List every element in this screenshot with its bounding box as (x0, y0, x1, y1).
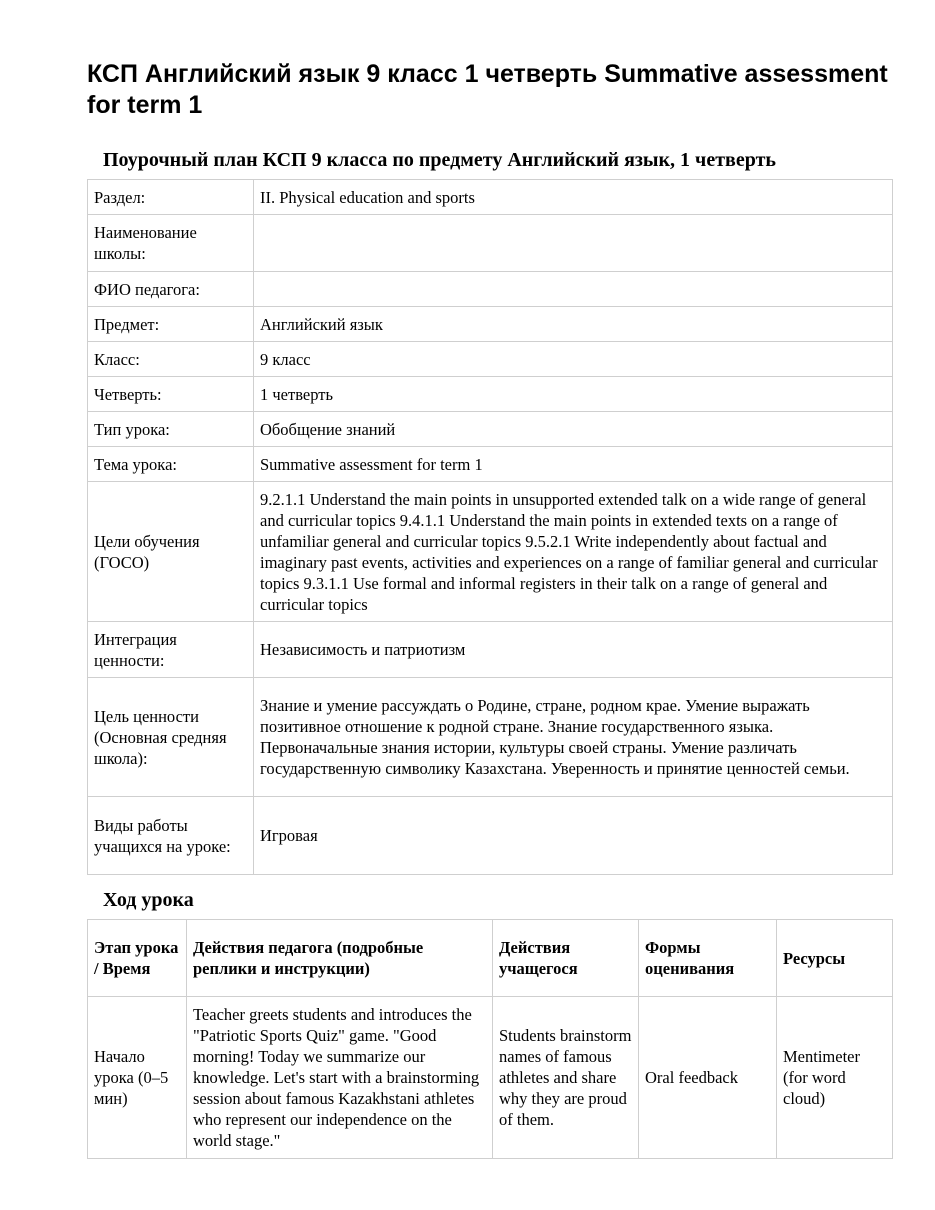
table-row (88, 272, 893, 307)
row-label: Класс: (88, 342, 254, 377)
table-row (88, 997, 893, 1159)
table-row (88, 447, 893, 482)
column-header: Действия педагога (подробные реплики и инструкции) (187, 920, 493, 997)
table-row (88, 622, 893, 678)
lesson-info-table (87, 179, 893, 875)
row-value: Знание и умение рассуждать о Родине, стране, родном крае. Умение выражать позитивное отношение к родной стране. Знание государственного языка. Первоначальные знания истории, культуры своей страны. Умение различать государственную символику Казахстана. Уверенность и принятие ценностей семьи. (254, 678, 893, 797)
table-row (88, 797, 893, 875)
lesson-flow-table (87, 919, 893, 1159)
row-value: 1 четверть (254, 377, 893, 412)
row-value (254, 215, 893, 272)
column-header: Этап урока / Время (88, 920, 187, 997)
row-value (254, 272, 893, 307)
table-row (88, 412, 893, 447)
row-value: 9.2.1.1 Understand the main points in unsupported extended talk on a wide range of general and curricular topics 9.4.1.1 Understand the main points in extended texts on a range of unfamiliar general and curricular topics 9.5.2.1 Write independently about factual and imaginary past events, activities and experiences on a range of familiar general and curricular topics 9.3.1.1 Use formal and informal registers in their talk on a range of general and curricular topics (254, 482, 893, 622)
row-value: Игровая (254, 797, 893, 875)
row-value: Обобщение знаний (254, 412, 893, 447)
row-label: Тип урока: (88, 412, 254, 447)
row-value: Английский язык (254, 307, 893, 342)
table-header-row (88, 920, 893, 997)
assessment-cell: Oral feedback (639, 997, 777, 1159)
table-row (88, 215, 893, 272)
row-label: Цель ценности (Основная средняя школа): (88, 678, 254, 797)
row-label: Наименование школы: (88, 215, 254, 272)
table-row (88, 307, 893, 342)
lesson-heading: Ход урока (103, 889, 194, 911)
row-label: Виды работы учащихся на уроке: (88, 797, 254, 875)
stage-cell: Начало урока (0–5 мин) (88, 997, 187, 1159)
plan-heading: Поурочный план КСП 9 класса по предмету Английский язык, 1 четверть (103, 149, 776, 171)
teacher-actions-cell: Teacher greets students and introduces the "Patriotic Sports Quiz" game. "Good morning! Today we summarize our knowledge. Let's start with a brainstorming session about famous Kazakhstani athletes who represent our independence on the world stage." (187, 997, 493, 1159)
document-title: КСП Английский язык 9 класс 1 четверть Summative assessment for term 1 (87, 60, 888, 119)
row-label: Цели обучения (ГОСО) (88, 482, 254, 622)
table-row (88, 482, 893, 622)
resources-cell: Mentimeter (for word cloud) (777, 997, 893, 1159)
row-label: Раздел: (88, 180, 254, 215)
column-header: Ресурсы (777, 920, 893, 997)
row-value: II. Physical education and sports (254, 180, 893, 215)
table-row (88, 342, 893, 377)
table-row (88, 180, 893, 215)
row-label: Четверть: (88, 377, 254, 412)
row-value: Summative assessment for term 1 (254, 447, 893, 482)
row-value: 9 класс (254, 342, 893, 377)
row-label: Интеграция ценности: (88, 622, 254, 678)
student-actions-cell: Students brainstorm names of famous athletes and share why they are proud of them. (493, 997, 639, 1159)
row-value: Независимость и патриотизм (254, 622, 893, 678)
column-header: Действия учащегося (493, 920, 639, 997)
table-row (88, 377, 893, 412)
table-row (88, 678, 893, 797)
column-header: Формы оценивания (639, 920, 777, 997)
row-label: ФИО педагога: (88, 272, 254, 307)
row-label: Тема урока: (88, 447, 254, 482)
row-label: Предмет: (88, 307, 254, 342)
